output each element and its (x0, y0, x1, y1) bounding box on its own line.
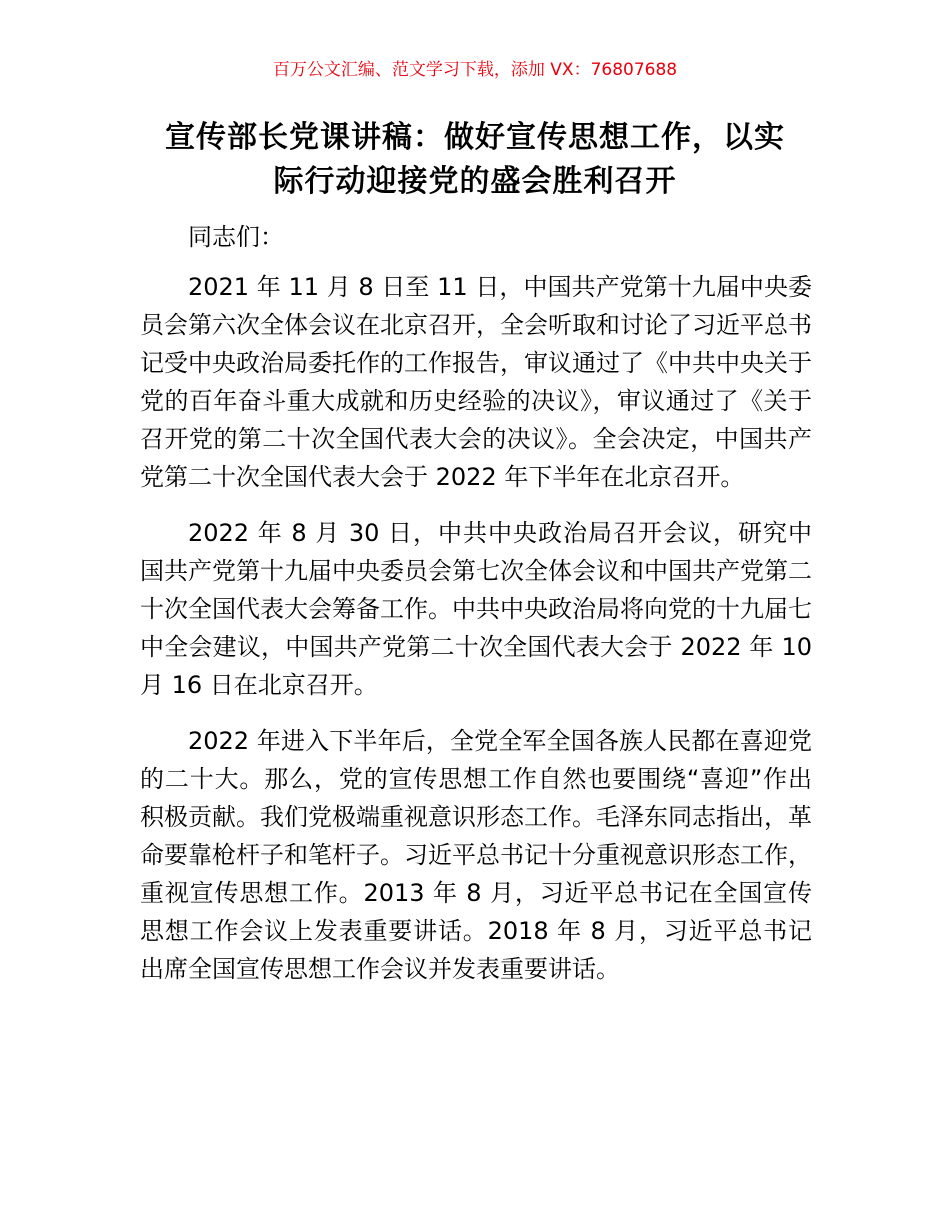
header-note: 百万公文汇编、范文学习下载，添加 VX：76807688 (272, 60, 678, 80)
document-title (140, 116, 810, 204)
paragraph-3: 2022 年进入下半年后，全党全军全国各族人民都在喜迎党的二十大。那么，党的宣传思想工作自然也要围绕“喜迎”作出积极贡献。我们党极端重视意识形态工作。毛泽东同志指出，革命要靠枪杆子和笔杆子。习近平总书记十分重视意识形态工作，重视宣传思想工作。2013 年 8 月，习近平总书记在全国宣传思想工作会议上发表重要讲话。2018 年 8 月，习近平总书记出席全国宣传思想工作会议并发表重要讲话。 (140, 727, 812, 983)
paragraph-1: 2021 年 11 月 8 日至 11 日，中国共产党第十九届中央委员会第六次全体会议在北京召开，全会听取和讨论了习近平总书记受中央政治局委托作的工作报告，审议通过了《中共中央关于党的百年奋斗重大成就和历史经验的决议》，审议通过了《关于召开党的第二十次全国代表大会的决议》。全会决定，中国共产党第二十次全国代表大会于 2022 年下半年在北京召开。 (140, 273, 812, 491)
paragraph-2: 2022 年 8 月 30 日，中共中央政治局召开会议，研究中国共产党第十九届中央委员会第七次全体会议和中国共产党第二十次全国代表大会筹备工作。中共中央政治局将向党的十九届七中全会建议，中国共产党第二十次全国代表大会于 2022 年 10 月 16 日在北京召开。 (140, 519, 812, 699)
salutation: 同志们： (188, 223, 284, 251)
title-line-2: 际行动迎接党的盛会胜利召开 (273, 164, 677, 199)
document-body (140, 218, 812, 1006)
title-line-1: 宣传部长党课讲稿：做好宣传思想工作，以实 (165, 120, 785, 155)
